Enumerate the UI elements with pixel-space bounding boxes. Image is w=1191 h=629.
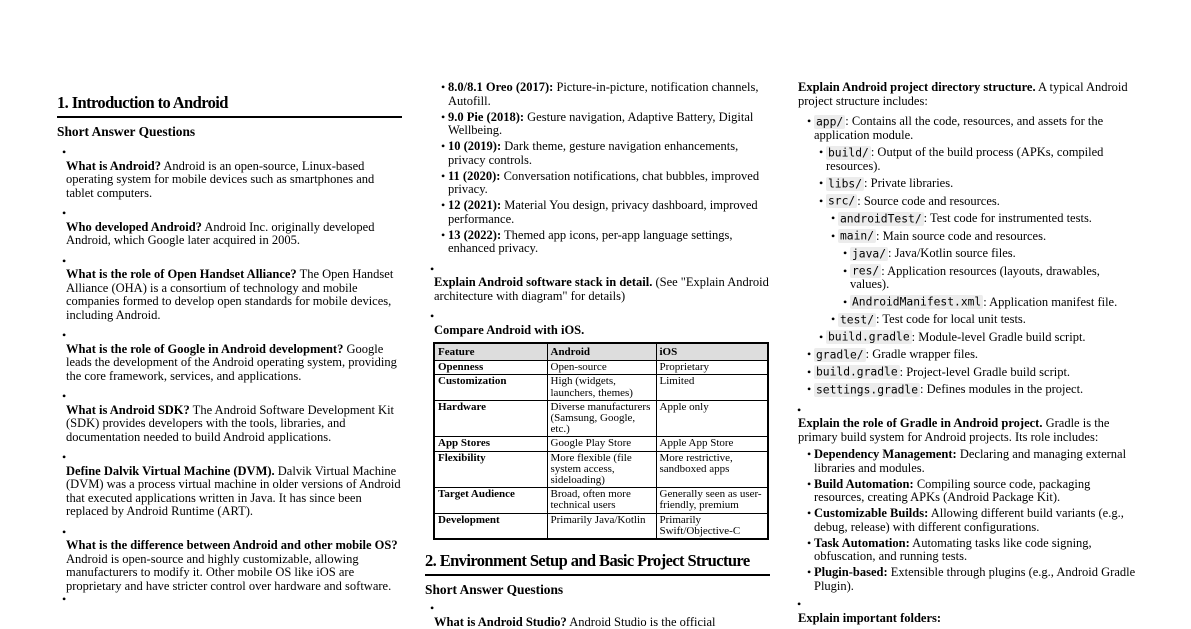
qa-item-compare-ios	[425, 310, 770, 337]
version-label: 13 (2022):	[448, 227, 502, 242]
bullet-marker: •	[843, 246, 848, 260]
directory-item: • build.gradle : Module-level Gradle build script.	[819, 329, 1086, 344]
directory-code-name: settings.gradle	[816, 383, 919, 396]
bullet-marker: •	[441, 198, 446, 212]
table-cell: Limited	[656, 375, 768, 400]
trailing-bullet-marker: •	[62, 592, 67, 606]
qa-text: What is the role of Google in Android development? Google leads the development of the Android operating system, providing the core framework, services, and applications.	[66, 341, 397, 383]
directory-code-name: main/	[840, 229, 875, 243]
gradle-role-item: • Plugin-based: Extensible through plugins (e.g., Android Gradle Plugin).	[807, 565, 1136, 593]
directory-item: • gradle/ : Gradle wrapper files.	[807, 347, 979, 361]
question-bold-text: Explain Android software stack in detail.	[434, 275, 653, 289]
table-row	[434, 361, 768, 375]
directory-code-name: test/	[840, 313, 875, 326]
bullet-marker: •	[430, 601, 435, 616]
table-row	[434, 375, 768, 400]
bullet-marker: •	[831, 312, 836, 326]
bullet-marker: •	[441, 80, 446, 94]
directory-item: • androidTest/ : Test code for instrumented tests.	[831, 211, 1092, 225]
section-heading-introduction: 1. Introduction to Android	[57, 94, 402, 118]
table-cell: Open-source	[547, 361, 656, 375]
directory-code-name: app/	[816, 115, 844, 128]
question-bold-text: Explain important folders:	[798, 610, 942, 625]
qa-item	[57, 146, 402, 200]
qa-item	[57, 207, 402, 248]
table-cell: Diverse manufacturers (Samsung, Google, etc.)	[547, 400, 656, 437]
qa-text: Define Dalvik Virtual Machine (DVM). Dalvik Virtual Machine (DVM) was a process virtual machine in older versions of Android that executed applications written in Java. It has since been replaced by Android Runtime (ART).	[66, 463, 401, 518]
bullet-marker: •	[62, 524, 67, 539]
column-left	[57, 0, 402, 607]
qa-text-software-stack: Explain Android software stack in detail. (See "Explain Android architecture with diagram" for details)	[434, 275, 769, 303]
table-row-header-cell: Flexibility	[434, 451, 547, 488]
table-header-cell: iOS	[656, 343, 768, 361]
table-cell: Proprietary	[656, 361, 768, 375]
directory-item: • build.gradle : Project-level Gradle build script.	[807, 364, 1071, 379]
qa-text: What is the difference between Android and other mobile OS? Android is open-source and highly customizable, allowing manufacturers to modify it. Other mobile OS like iOS are proprietary and have stricter control over hardware and software.	[66, 538, 398, 593]
bullet-marker: •	[441, 168, 446, 183]
question-bold-text: What is the difference between Android and other mobile OS?	[66, 538, 398, 552]
column-middle	[425, 0, 770, 629]
bullet-marker: •	[843, 263, 848, 278]
bullet-marker: •	[807, 447, 812, 461]
gradle-role-label: Plugin-based:	[814, 565, 888, 579]
bullet-marker: •	[807, 535, 812, 550]
version-label: 11 (2020):	[448, 168, 501, 183]
version-list-item: • 10 (2019): Dark theme, gesture navigation enhancements, privacy controls.	[441, 139, 739, 167]
bullet-marker: •	[807, 506, 812, 520]
gradle-role-label: Customizable Builds:	[814, 506, 929, 520]
directory-item: • app/ : Contains all the code, resources, and assets for the application module.	[807, 114, 1104, 142]
table-row-header-cell: Customization	[434, 375, 547, 400]
table-row	[434, 400, 768, 437]
table-row-header-cell: App Stores	[434, 437, 547, 451]
bullet-marker: •	[430, 309, 435, 323]
qa-text-important-folders	[795, 612, 1140, 626]
directory-code-name: java/	[852, 247, 887, 260]
qa-text-gradle-role: Explain the role of Gradle in Android project. Gradle is the primary build system for Android projects. Its role includes:	[798, 416, 1110, 444]
table-cell: Primarily Java/Kotlin	[547, 513, 656, 539]
qa-text: What is Android? Android is an open-source, Linux-based operating system for mobile devices such as smartphones and tablet computers.	[66, 158, 375, 200]
qa-text-android-studio: What is Android Studio? Android Studio is the official	[434, 614, 716, 629]
question-bold-text: Compare Android with iOS.	[434, 322, 585, 337]
bullet-marker: •	[441, 139, 446, 153]
bullet-marker: •	[441, 227, 446, 242]
question-bold-text: What is Android?	[66, 158, 161, 173]
qa-text: What is the role of Open Handset Alliance? The Open Handset Alliance (OHA) is a consortium of technology and mobile companies formed to develop open standards for mobile devices, including Android.	[66, 267, 394, 322]
directory-code-name: AndroidManifest.xml	[852, 295, 982, 309]
android-vs-ios-table	[433, 342, 769, 540]
qa-item	[57, 329, 402, 383]
subheading-short-answer-questions-2: Short Answer Questions	[425, 582, 564, 598]
question-bold-text: Explain the role of Gradle in Android project.	[798, 416, 1043, 430]
directory-code-name: libs/	[828, 177, 863, 190]
bullet-marker: •	[441, 109, 446, 124]
table-cell: More flexible (file system access, sideloading)	[547, 451, 656, 488]
table-cell: Broad, often more technical users	[547, 488, 656, 513]
bullet-marker: •	[797, 597, 802, 611]
bullet-marker: •	[62, 145, 67, 159]
table-row-header-cell: Openness	[434, 361, 547, 375]
bullet-marker: •	[831, 211, 836, 225]
bullet-marker: •	[807, 114, 812, 128]
bullet-marker: •	[62, 253, 67, 268]
section-heading-environment-setup: 2. Environment Setup and Basic Project Structure	[425, 552, 770, 576]
directory-item: • AndroidManifest.xml : Application manifest file.	[843, 294, 1118, 309]
directory-code-name: res/	[852, 264, 880, 278]
bullet-marker: •	[62, 450, 67, 464]
qa-text-compare-ios	[425, 324, 770, 338]
directory-code-name: src/	[828, 194, 856, 208]
qa-text: Who developed Android? Android Inc. originally developed Android, which Google later acquired in 2005.	[66, 219, 375, 247]
table-head	[434, 343, 768, 361]
column-right	[795, 0, 1140, 625]
bullet-marker: •	[430, 261, 435, 276]
qa-item	[57, 451, 402, 519]
directory-item: • test/ : Test code for local unit tests.	[831, 312, 1026, 326]
qa-list	[57, 146, 402, 593]
table-row-header-cell: Hardware	[434, 400, 547, 437]
directory-item: • libs/ : Private libraries.	[819, 176, 954, 190]
gradle-role-item: • Dependency Management: Declaring and managing external libraries and modules.	[807, 447, 1127, 475]
bullet-marker: •	[807, 382, 812, 396]
qa-item	[57, 390, 402, 444]
table-row	[434, 488, 768, 513]
directory-code-name: build.gradle	[816, 365, 898, 379]
table-row-header-cell: Target Audience	[434, 488, 547, 513]
gradle-role-label: Dependency Management:	[814, 447, 957, 461]
bullet-marker: •	[831, 228, 836, 243]
bullet-marker: •	[843, 294, 848, 309]
qa-item-android-studio	[425, 602, 770, 629]
directory-item: • res/ : Application resources (layouts, drawables, values).	[843, 263, 1100, 291]
gradle-role-item: • Customizable Builds: Allowing different build variants (e.g., debug, release) with different configurations.	[807, 506, 1124, 534]
question-bold-text: What is Android Studio?	[434, 614, 567, 629]
version-list-item: • 9.0 Pie (2018): Gesture navigation, Adaptive Battery, Digital Wellbeing.	[441, 109, 754, 137]
table-cell: Google Play Store	[547, 437, 656, 451]
bullet-marker: •	[819, 176, 824, 190]
table-header-row	[434, 343, 768, 361]
version-label: 12 (2021):	[448, 198, 502, 212]
version-label: 9.0 Pie (2018):	[448, 109, 525, 124]
android-version-list	[425, 81, 770, 256]
subheading-short-answer-questions: Short Answer Questions	[57, 124, 196, 139]
table-header-cell: Feature	[434, 343, 547, 361]
directory-code-name: androidTest/	[840, 212, 922, 225]
bullet-marker: •	[807, 347, 812, 361]
table-cell: Apple App Store	[656, 437, 768, 451]
bullet-marker: •	[807, 476, 812, 491]
question-bold-text: What is Android SDK?	[66, 402, 190, 417]
bullet-marker: •	[62, 206, 67, 220]
directory-item: • settings.gradle : Defines modules in the project.	[807, 382, 1084, 396]
table-cell: Generally seen as user-friendly, premium	[656, 488, 768, 513]
table-body	[434, 361, 768, 539]
version-list-item: • 13 (2022): Themed app icons, per-app language settings, enhanced privacy.	[441, 227, 733, 255]
qa-text-directory-structure: Explain Android project directory structure. A typical Android project structure includes:	[798, 80, 1128, 108]
gradle-role-label: Task Automation:	[814, 535, 910, 550]
gradle-role-list	[795, 448, 1140, 593]
bullet-marker: •	[62, 389, 67, 403]
bullet-marker: •	[819, 193, 824, 208]
gradle-role-item: • Task Automation: Automating tasks like code signing, obfuscation, and running tests.	[807, 535, 1092, 563]
qa-item-gradle-role	[795, 404, 1140, 445]
bullet-marker: •	[807, 565, 812, 579]
table-cell: More restrictive, sandboxed apps	[656, 451, 768, 488]
project-directory-list	[795, 115, 1140, 397]
gradle-role-label: Build Automation:	[814, 476, 914, 491]
table-row-header-cell: Development	[434, 513, 547, 539]
version-list-item: • 11 (2020): Conversation notifications, chat bubbles, improved privacy.	[441, 168, 760, 196]
table-row	[434, 437, 768, 451]
directory-item: • java/ : Java/Kotlin source files.	[843, 246, 1016, 260]
table-cell: Apple only	[656, 400, 768, 437]
qa-text: What is Android SDK? The Android Software Development Kit (SDK) provides developers with the tools, libraries, and documentation needed to build Android applications.	[66, 402, 395, 444]
table-cell: High (widgets, launchers, themes)	[547, 375, 656, 400]
bullet-marker: •	[819, 145, 824, 159]
bullet-marker: •	[797, 402, 802, 417]
table-header-cell: Android	[547, 343, 656, 361]
table-row	[434, 451, 768, 488]
qa-item-software-stack	[425, 263, 770, 304]
question-bold-text: What is the role of Google in Android development?	[66, 341, 344, 356]
qa-item	[57, 526, 402, 594]
gradle-role-item: • Build Automation: Compiling source code, packaging resources, creating APKs (Android Package Kit).	[807, 476, 1091, 504]
question-bold-text: Define Dalvik Virtual Machine (DVM).	[66, 463, 275, 478]
question-bold-text: Who developed Android?	[66, 219, 202, 234]
directory-code-name: build/	[828, 146, 869, 159]
directory-item: • build/ : Output of the build process (APKs, compiled resources).	[819, 145, 1104, 173]
bullet-marker: •	[62, 328, 67, 342]
qa-item-important-folders	[795, 598, 1140, 625]
qa-item	[57, 255, 402, 323]
directory-code-name: build.gradle	[828, 330, 910, 344]
directory-item: • main/ : Main source code and resources.	[831, 228, 1047, 243]
question-bold-text: Explain Android project directory structure.	[798, 80, 1036, 94]
version-label: 8.0/8.1 Oreo (2017):	[448, 80, 554, 94]
table-row	[434, 513, 768, 539]
question-bold-text: What is the role of Open Handset Alliance?	[66, 267, 297, 281]
version-label: 10 (2019):	[448, 139, 502, 153]
table-cell: Primarily Swift/Objective-C	[656, 513, 768, 539]
version-list-item: • 12 (2021): Material You design, privacy dashboard, improved performance.	[441, 198, 758, 226]
bullet-marker: •	[807, 364, 812, 379]
directory-item: • src/ : Source code and resources.	[819, 193, 1000, 208]
directory-code-name: gradle/	[816, 348, 864, 361]
version-list-item: • 8.0/8.1 Oreo (2017): Picture-in-picture, notification channels, Autofill.	[441, 80, 759, 108]
bullet-marker: •	[819, 329, 824, 344]
